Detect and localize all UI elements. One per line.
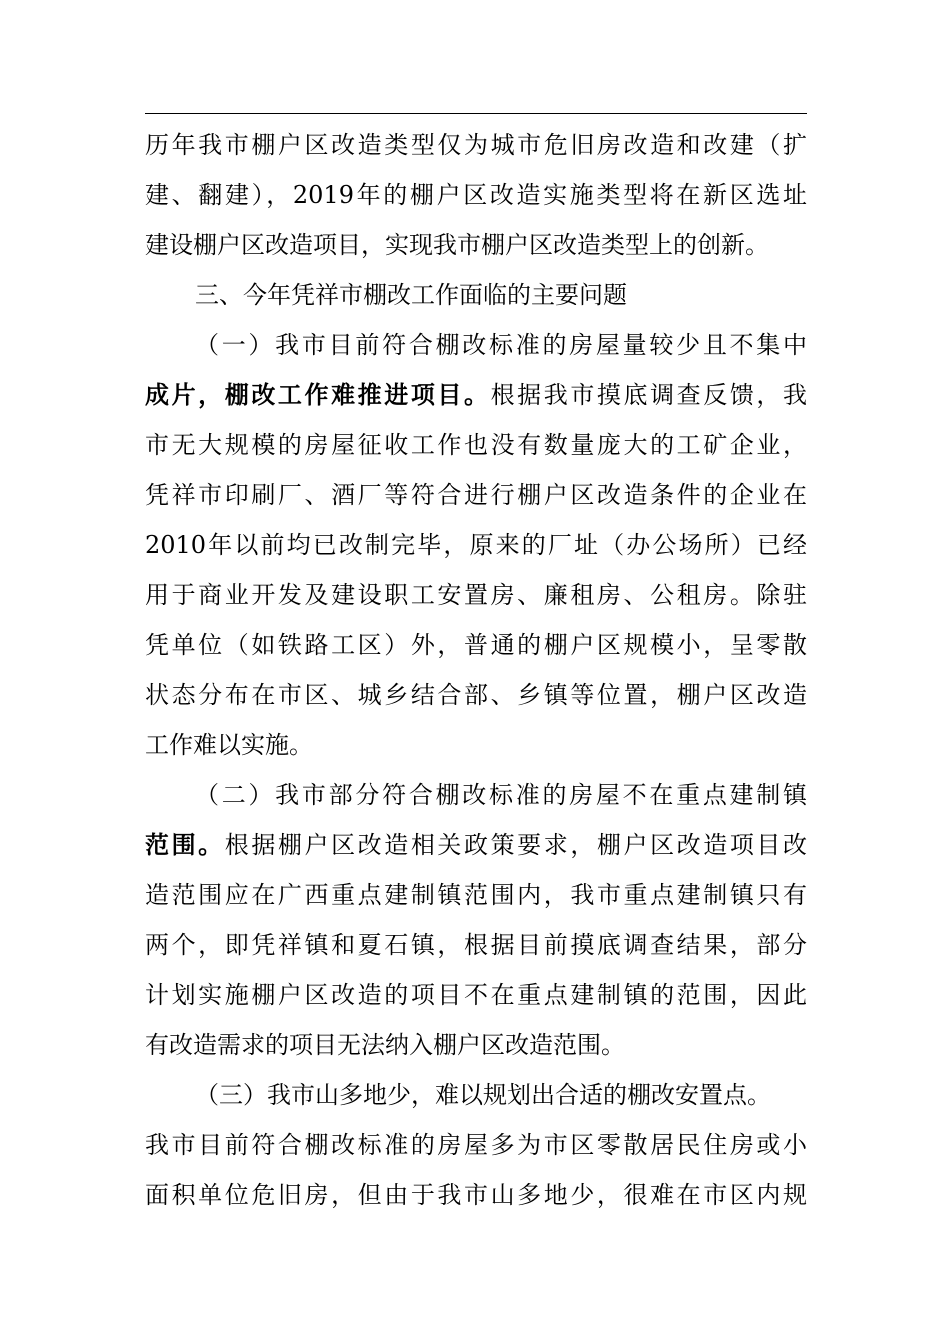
paragraph-line: 建设棚户区改造项目，实现我市棚户区改造类型上的创新。 [145, 231, 769, 259]
paragraph-line: 有改造需求的项目无法纳入棚户区改造范围。 [145, 1031, 625, 1059]
paragraph-line: 市无大规模的房屋征收工作也没有数量庞大的工矿企业， [145, 431, 807, 459]
subheading-line: （三）我市山多地少，难以规划出合适的棚改安置点。 [195, 1081, 771, 1109]
section-heading: 三、今年凭祥市棚改工作面临的主要问题 [195, 281, 627, 309]
paragraph-line: 状态分布在市区、城乡结合部、乡镇等位置，棚户区改造 [145, 681, 807, 709]
paragraph-line: 两个，即凭祥镇和夏石镇，根据目前摸底调查结果，部分 [145, 931, 807, 959]
paragraph-text: 根据我市摸底调查反馈，我 [490, 381, 808, 409]
paragraph-line: 工作难以实施。 [145, 731, 313, 759]
paragraph-line: 凭祥市印刷厂、酒厂等符合进行棚户区改造条件的企业在 [145, 481, 807, 509]
paragraph-line: 我市目前符合棚改标准的房屋多为市区零散居民住房或小 [145, 1131, 807, 1159]
paragraph-line: 用于商业开发及建设职工安置房、廉租房、公租房。除驻 [145, 581, 807, 609]
paragraph-text: 根据棚户区改造相关政策要求，棚户区改造项目改 [224, 831, 807, 859]
subheading-continuation: 范围。 [145, 830, 225, 859]
subheading-continuation: 成片，棚改工作难推进项目。 [145, 380, 491, 409]
paragraph-line: 2010年以前均已改制完毕，原来的厂址（办公场所）已经 [145, 531, 807, 559]
paragraph-line: 历年我市棚户区改造类型仅为城市危旧房改造和改建（扩 [145, 131, 807, 159]
paragraph-line: 凭单位（如铁路工区）外，普通的棚户区规模小，呈零散 [145, 631, 807, 659]
paragraph-line-mixed [145, 370, 807, 420]
paragraph-line: 计划实施棚户区改造的项目不在重点建制镇的范围，因此 [145, 981, 807, 1009]
subheading-line: （一）我市目前符合棚改标准的房屋量较少且不集中 [195, 331, 807, 359]
paragraph-line: 造范围应在广西重点建制镇范围内，我市重点建制镇只有 [145, 881, 807, 909]
paragraph-line: 面积单位危旧房，但由于我市山多地少，很难在市区内规 [145, 1181, 807, 1209]
subheading-line: （二）我市部分符合棚改标准的房屋不在重点建制镇 [195, 781, 807, 809]
paragraph-line-mixed [145, 820, 807, 870]
paragraph-line: 建、翻建），2019年的棚户区改造实施类型将在新区选址 [145, 181, 807, 209]
header-rule [145, 113, 807, 114]
